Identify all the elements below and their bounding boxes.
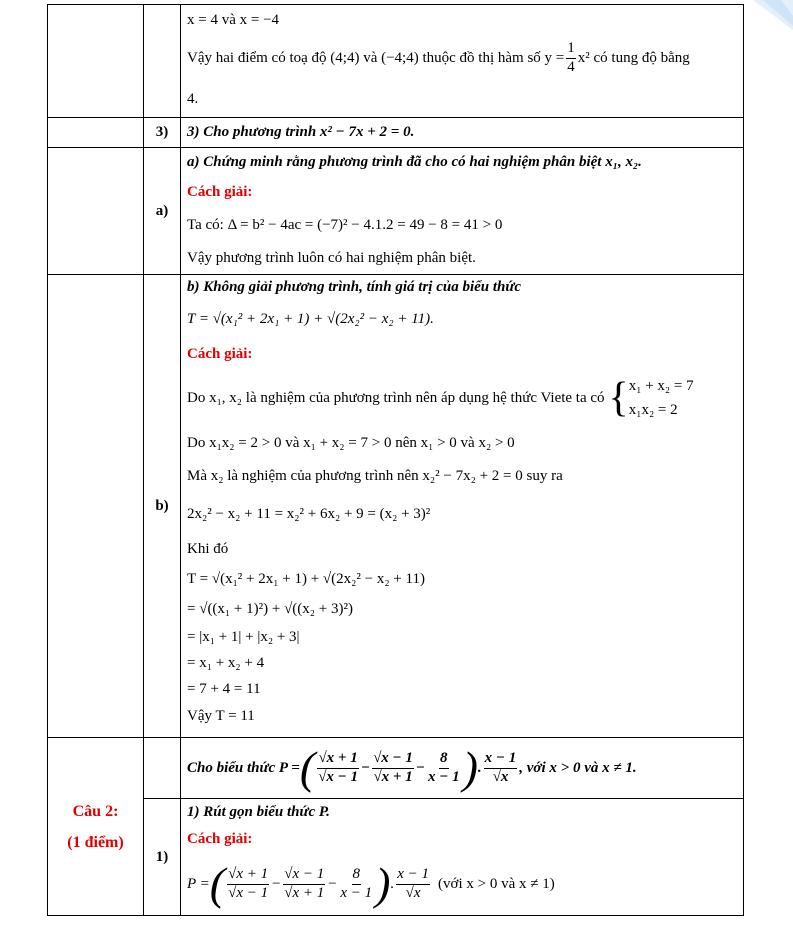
row-label: 1) (144, 799, 181, 916)
text-line: Do x₁x₂ = 2 > 0 và x₁ + x₂ = 7 > 0 nên x₁ > 0 và x₂ > 0 (187, 434, 515, 451)
fraction: $\frac{x - 1}{√x}$ (484, 750, 517, 785)
question-title: 3) Cho phương trình x² − 7x + 2 = 0. (187, 124, 415, 140)
fraction: $\frac{√x + 1}{√x - 1}$ (318, 750, 358, 785)
text-line: Mà x₂ là nghiệm của phương trình nên x₂² − 7x₂ + 2 = 0 suy ra (187, 467, 563, 484)
text-line: Ta có: Δ = b² − 4ac = (−7)² − 4.1.2 = 49 − 8 = 41 > 0 (187, 216, 503, 233)
fraction: $\frac{8}{x - 1}$ (428, 750, 460, 785)
fraction: $\frac{√x - 1}{√x + 1}$ (373, 750, 413, 785)
step-line: = x₁ + x₂ + 4 (187, 654, 265, 671)
expression-intro: Cho biểu thức P = ( $\frac{√x + 1}{√x - 1}$ − $\frac{√x - 1}{√x + 1}$ − $\frac{8}{x - 1}$ ) . $\frac{x - 1}{√x}$ , với x > 0 và x ≠ 1. (187, 742, 637, 793)
question-title: 1) Rút gọn biểu thức P. (187, 803, 330, 820)
viete-line: Do x₁, x₂ là nghiệm của phương trình nên áp dụng hệ thức Viete ta có { x₁ + x₂ = 7 x₁x₂ = 2 (187, 375, 694, 421)
question-points: (1 điểm) (67, 833, 124, 851)
method-label: Cách giải: (187, 345, 253, 362)
fraction: $\frac{8}{x - 1}$ (340, 866, 373, 901)
fraction-one-quarter: $\frac{1}{4}$ (567, 40, 575, 75)
viete-system: x₁ + x₂ = 7 x₁x₂ = 2 (628, 378, 694, 418)
question-number-cell (48, 738, 144, 916)
step-line: = |x₁ + 1| + |x₂ + 3| (187, 628, 300, 645)
row-label: b) (144, 275, 181, 738)
row-label: a) (144, 148, 181, 275)
conclusion-line: Vậy T = 11 (187, 707, 255, 724)
row-question-3 (48, 118, 744, 148)
fraction: $\frac{√x + 1}{√x - 1}$ (228, 866, 269, 901)
question-title: b) Không giải phương trình, tính giá trị của biểu thức (187, 278, 522, 295)
text-line: Khi đó (187, 540, 229, 557)
step-line: = 7 + 4 = 11 (187, 680, 261, 697)
text-line: x = 4 và x = −4 (187, 11, 280, 28)
row-label: 3) (144, 118, 181, 148)
expression-line: T = √(x₁² + 2x₁ + 1) + √(2x₂² − x₂ + 11). (187, 310, 434, 327)
step-line: = √((x₁ + 1)²) + √((x₂ + 3)²) (187, 600, 353, 617)
solution-table (47, 4, 744, 916)
text-line: Vậy phương trình luôn có hai nghiệm phân biệt. (187, 249, 476, 266)
row-question-3a (48, 148, 744, 275)
brace-icon: { (608, 375, 629, 421)
method-label: Cách giải: (187, 830, 253, 847)
fraction: $\frac{x - 1}{√x}$ (397, 866, 430, 901)
text-line: 4. (187, 90, 199, 107)
step-line: T = √(x₁² + 2x₁ + 1) + √(2x₂² − x₂ + 11) (187, 570, 425, 587)
question-number: Câu 2: (72, 802, 119, 820)
row-previous-answer (48, 5, 744, 118)
text-line: Vậy hai điểm có toạ độ (4;4) và (−4;4) thuộc đồ thị hàm số y = $\frac{1}{4}$ x² có tung độ bằng (187, 40, 690, 75)
row-question-3b (48, 275, 744, 738)
row-cau2-part1 (48, 799, 744, 916)
text-line: 2x₂² − x₂ + 11 = x₂² + 6x₂ + 9 = (x₂ + 3)² (187, 505, 431, 522)
question-title: a) Chứng minh rằng phương trình đã cho có hai nghiệm phân biệt x₁, x₂. (187, 153, 642, 170)
expression-line: P = ( $\frac{√x + 1}{√x - 1}$ − $\frac{√x - 1}{√x + 1}$ − $\frac{8}{x - 1}$ ) . $\frac{x - 1}{√x}$ (với x > 0 và x ≠ 1) (187, 858, 555, 909)
method-label: Cách giải: (187, 183, 253, 200)
fraction: $\frac{√x - 1}{√x + 1}$ (284, 866, 325, 901)
row-cau2-intro (48, 738, 744, 799)
